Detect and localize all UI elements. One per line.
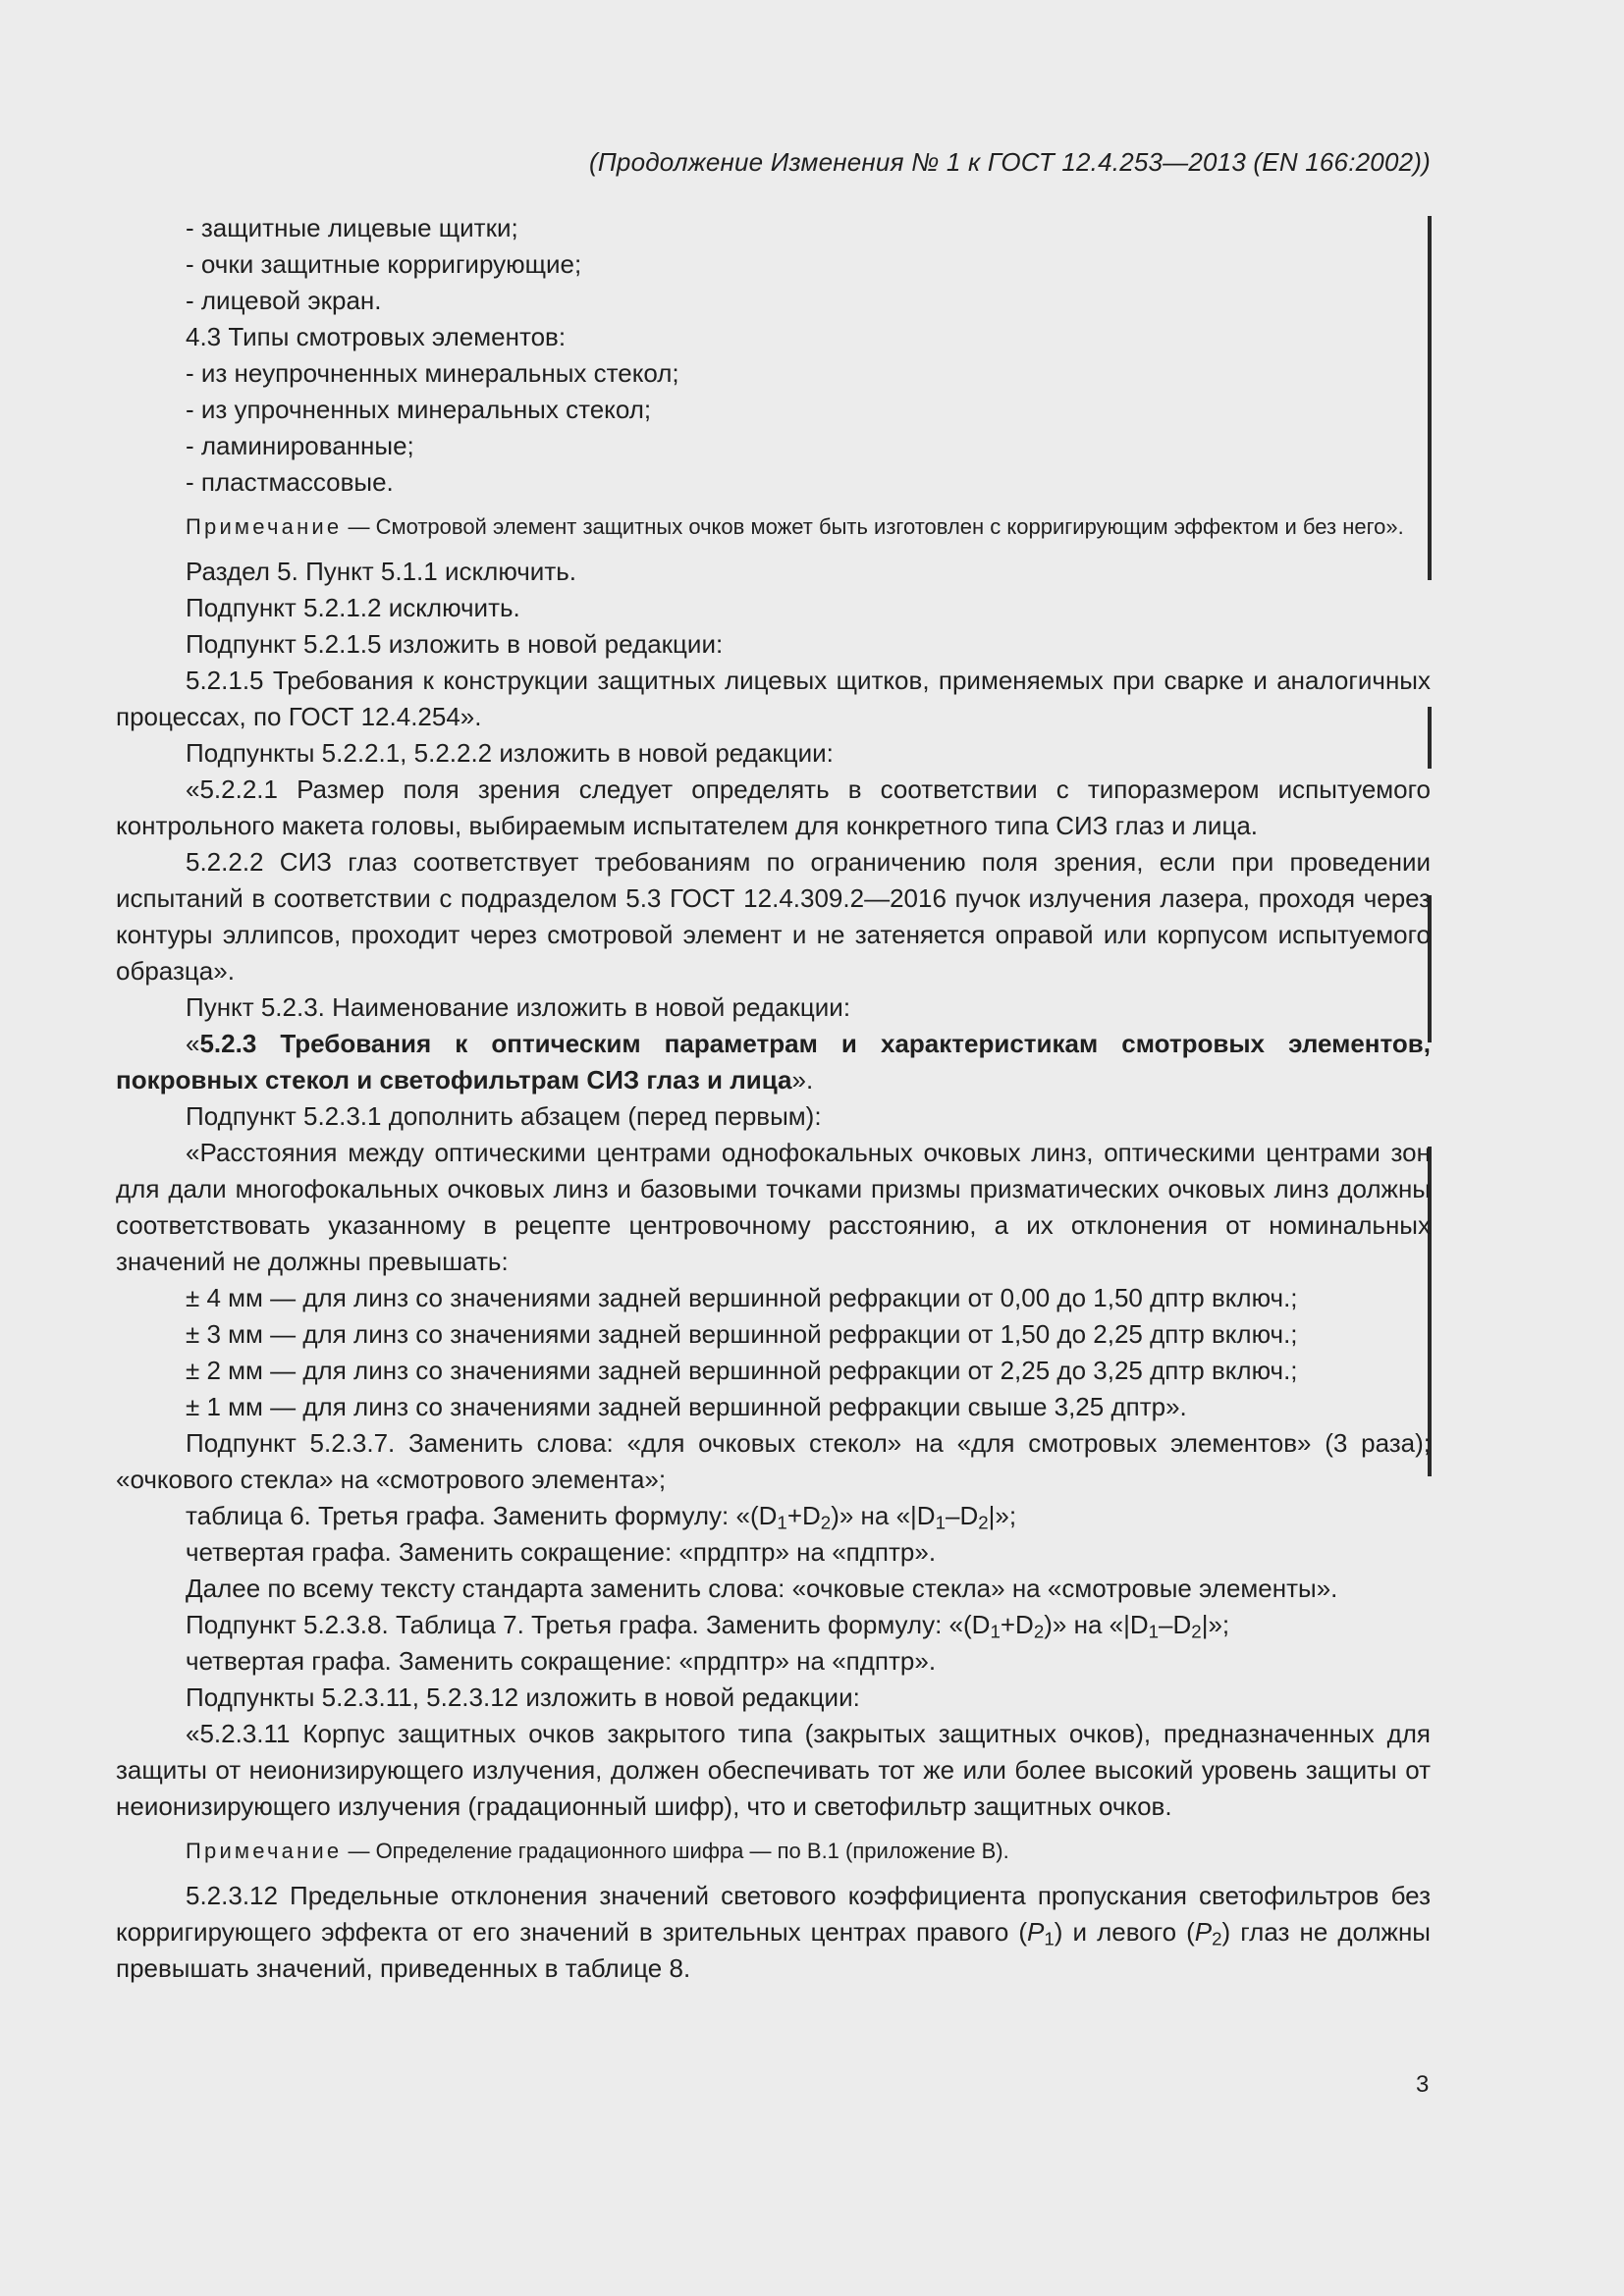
paragraph: «5.2.3.11 Корпус защитных очков закрытого типа (закрытых защитных очков), предназначенных для защиты от неионизирующего излучения, должен обеспечивать тот же или более высокий уровень защиты от неионизирующего излучения (градационный шифр), что и светофильтр защитных очков.	[116, 1719, 1431, 1821]
note-text: — Смотровой элемент защитных очков может быть изготовлен с корригирующим эффектом и без него».	[342, 514, 1404, 539]
formula-prefix: таблица 6. Третья графа. Заменить формулу:	[186, 1501, 736, 1530]
section-title-bold: 5.2.3 Требования к оптическим параметрам и характеристикам смотровых элементов, покровных стекол и светофильтрам СИЗ глаз и лица	[116, 1029, 1431, 1095]
tolerance-item: ± 4 мм — для линз со значениями задней вершинной рефракции от 0,00 до 1,50 дптр включ.;	[186, 1283, 1298, 1312]
note-label: Примечание	[186, 514, 343, 539]
section-heading: 4.3 Типы смотровых элементов:	[186, 322, 567, 351]
paragraph: 5.2.1.5 Требования к конструкции защитных лицевых щитков, применяемых при сварке и аналогичных процессах, по ГОСТ 12.4.254».	[116, 666, 1431, 731]
paragraph: Подпункт 5.2.3.1 дополнить абзацем (перед первым):	[186, 1101, 822, 1131]
list-item: - ламинированные;	[186, 431, 414, 460]
formula-old: «$(D_1+D_2)$»	[948, 1610, 1067, 1642]
paragraph: 5.2.3.12 Предельные отклонения значений светового коэффициента пропускания светофильтров без корригирующего эффекта от его значений в зрительных центрах правого $(P_1)$ и левого $(P_2)$ глаз не должны превышать значений, приведенных в таблице 8.	[116, 1881, 1431, 1983]
paragraph: Подпункт 5.2.3.8. Таблица 7. Третья графа. Заменить формулу: «$(D_1+D_2)$» на «$|D_1-D_2|$»;	[186, 1610, 1230, 1642]
paragraph: «5.2.2.1 Размер поля зрения следует определять в соответствии с типоразмером испытуемого контрольного макета головы, выбираемым испытателем для конкретного типа СИЗ глаз и лица.	[116, 774, 1431, 840]
paragraph: Подпункт 5.2.1.2 исключить.	[186, 593, 520, 622]
list-item: - из упрочненных минеральных стекол;	[186, 395, 652, 424]
paragraph: таблица 6. Третья графа. Заменить формулу: «$(D_1+D_2)$» на «$|D_1-D_2|$»;	[186, 1501, 1017, 1533]
paragraph: Пункт 5.2.3. Наименование изложить в новой редакции:	[186, 992, 851, 1022]
list-item: - пластмассовые.	[186, 467, 394, 497]
paragraph: 5.2.2.2 СИЗ глаз соответствует требованиям по ограничению поля зрения, если при проведении испытаний в соответствии с подразделом 5.3 ГОСТ 12.4.309.2—2016 пучок излучения лазера, проходя через контуры эллипсов, проходит через смотровой элемент и не затеняется оправой или корпусом испытуемого образца».	[116, 847, 1431, 986]
list-item: - очки защитные корригирующие;	[186, 249, 582, 279]
quote-close: ».	[791, 1065, 814, 1095]
paragraph: Подпункт 5.2.1.5 изложить в новой редакции:	[186, 629, 724, 659]
note	[116, 1836, 1431, 1867]
tolerance-item: ± 1 мм — для линз со значениями задней вершинной рефракции свыше 3,25 дптр».	[186, 1392, 1187, 1421]
formula-new: «$|D_1-D_2|$»;	[895, 1501, 1017, 1533]
list-item: - защитные лицевые щитки;	[186, 213, 518, 242]
paragraph	[116, 1026, 1431, 1098]
paragraph: Раздел 5. Пункт 5.1.1 исключить.	[186, 557, 576, 586]
quote-open: «	[186, 1029, 200, 1058]
page-header: (Продолжение Изменения № 1 к ГОСТ 12.4.253—2013 (EN 166:2002))	[589, 147, 1431, 177]
paragraph: Подпункты 5.2.2.1, 5.2.2.2 изложить в новой редакции:	[186, 738, 834, 768]
paragraph: четвертая графа. Заменить сокращение: «прдптр» на «пдптр».	[186, 1646, 937, 1676]
paragraph: «Расстояния между оптическими центрами однофокальных очковых линз, оптическими центрами зон для дали многофокальных очковых линз и базовыми точками призмы призматических очковых линз должны соответствовать указанному в рецепте центровочному расстоянию, а их отклонения от номинальных значений не должны превышать:	[116, 1138, 1431, 1276]
tolerance-item: ± 3 мм — для линз со значениями задней вершинной рефракции от 1,50 до 2,25 дптр включ.;	[186, 1319, 1298, 1349]
note-label: Примечание	[186, 1839, 343, 1863]
list-item: - лицевой экран.	[186, 286, 382, 315]
formula-prefix: Подпункт 5.2.3.8. Таблица 7. Третья графа. Заменить формулу:	[186, 1610, 949, 1639]
note	[116, 511, 1431, 543]
formula-old: «$(D_1+D_2)$»	[735, 1501, 854, 1533]
tolerance-item: ± 2 мм — для линз со значениями задней вершинной рефракции от 2,25 до 3,25 дптр включ.;	[186, 1356, 1298, 1385]
paragraph: Далее по всему тексту стандарта заменить слова: «очковые стекла» на «смотровые элементы».	[186, 1574, 1338, 1603]
list-item: - из неупрочненных минеральных стекол;	[186, 358, 679, 388]
formula-new: «$|D_1-D_2|$»;	[1109, 1610, 1230, 1642]
note-text: — Определение градационного шифра — по В.1 (приложение В).	[342, 1839, 1009, 1863]
paragraph: Подпункт 5.2.3.7. Заменить слова: «для очковых стекол» на «для смотровых элементов» (3 раза); «очкового стекла» на «смотрового элемента»;	[116, 1428, 1431, 1494]
page-number: 3	[1416, 2071, 1430, 2098]
paragraph: четвертая графа. Заменить сокращение: «прдптр» на «пдптр».	[186, 1537, 937, 1567]
document-body	[116, 210, 1431, 1987]
paragraph: Подпункты 5.2.3.11, 5.2.3.12 изложить в новой редакции:	[186, 1682, 860, 1712]
